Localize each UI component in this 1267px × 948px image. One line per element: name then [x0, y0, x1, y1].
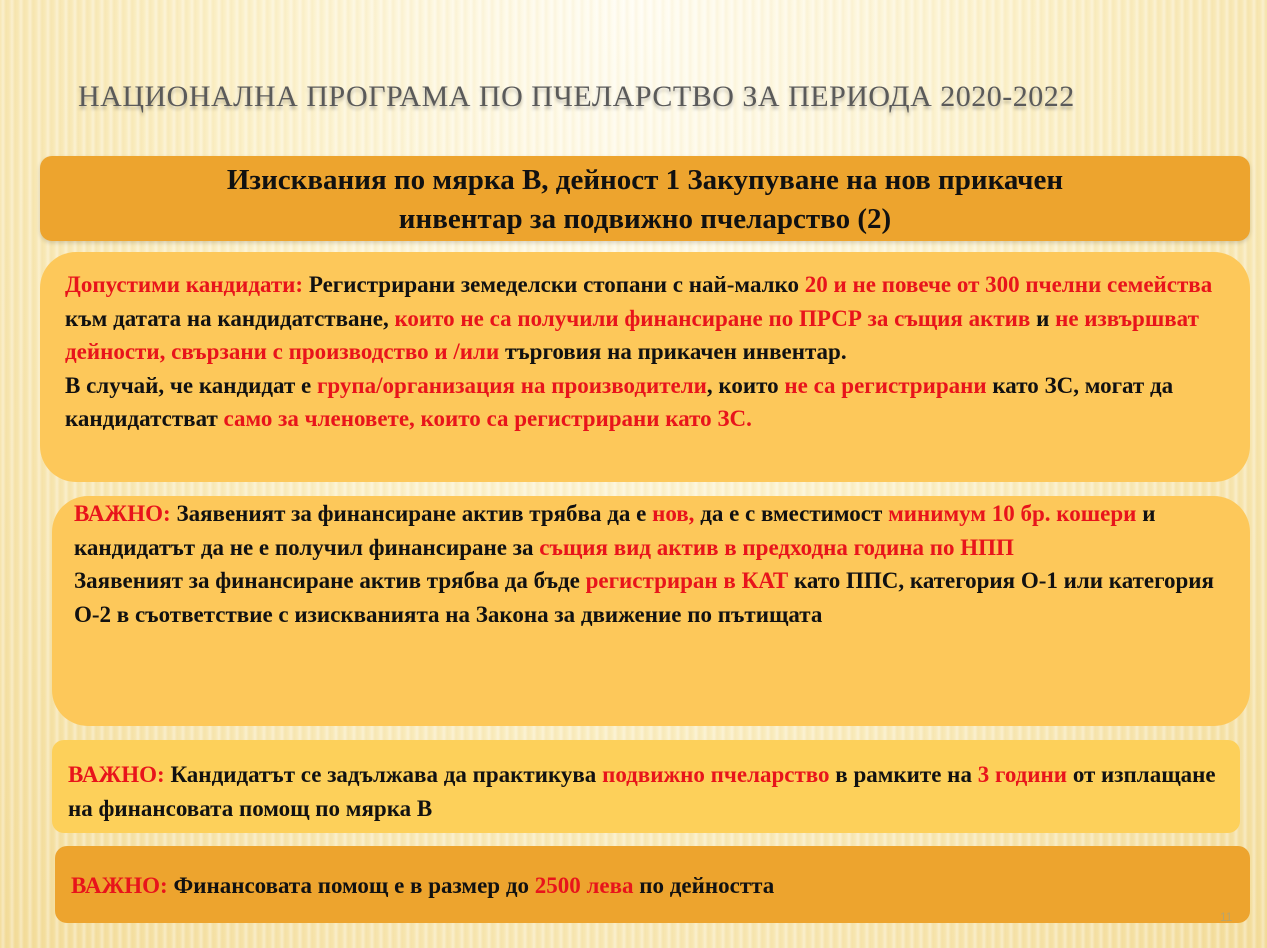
body-text: Кандидатът се задължава да практикува — [164, 762, 603, 787]
highlighted-text: 3 години — [977, 762, 1068, 787]
body-text: , които — [706, 372, 785, 398]
body-text: Финансовата помощ е в размер до — [167, 873, 535, 898]
body-text: да е с вместимост — [694, 501, 889, 526]
highlighted-text: група/организация на производители — [316, 372, 707, 398]
highlighted-text: 20 и не повече от 300 пчелни семейства — [804, 272, 1213, 297]
body-text: и кандидатът да не е получил финансиране за — [74, 501, 1156, 560]
important-obligation-box — [52, 740, 1240, 833]
body-text: като ЗС — [986, 372, 1074, 398]
body-text: като ППС, категория О-1 или категория О-2 в съответствие с изискванията на Закона за движение по пътищата — [74, 568, 1214, 627]
asset-requirements-paragraph — [74, 497, 1230, 564]
obligation-paragraph — [68, 758, 1220, 825]
body-text: по дейността — [633, 873, 775, 898]
body-text: към датата на кандидатстване, — [65, 305, 395, 331]
body-text: и — [1030, 305, 1056, 331]
body-text: търговия на прикачен инвентар. — [499, 339, 847, 364]
highlighted-text: 2500 лева — [534, 873, 634, 898]
slide-title: НАЦИОНАЛНА ПРОГРАМА ПО ПЧЕЛАРСТВО ЗА ПЕРИОДА 2020-2022 — [78, 80, 1075, 113]
highlighted-text: които не са получили финансиране по ПРСР за същия актив — [394, 305, 1031, 331]
highlighted-text: регистриран в КАТ — [585, 568, 789, 593]
highlighted-text: Допустими кандидати: — [65, 272, 304, 297]
body-text: от изплащане на финансовата помощ по мярка В — [68, 762, 1216, 821]
body-text: в рамките на — [829, 762, 978, 787]
producer-group-paragraph — [65, 369, 1220, 436]
requirements-header-line-1: Изисквания по мярка В, дейност 1 Закупуване на нов прикачен — [226, 164, 1064, 196]
highlighted-text: ВАЖНО: — [68, 762, 165, 787]
highlighted-text: не извършват дейности, свързани с производство и /или — [65, 305, 1199, 364]
highlighted-text: нов, — [652, 501, 695, 526]
important-asset-box — [52, 496, 1250, 726]
highlighted-text: същия вид актив в предходна година по НПП — [539, 534, 1014, 560]
body-text: В случай, че кандидат е — [65, 372, 317, 398]
body-text: Регистрирани земеделски стопани с най-малко — [303, 272, 805, 297]
eligible-candidates-paragraph — [65, 268, 1220, 369]
eligible-candidates-box — [40, 252, 1250, 482]
highlighted-text: подвижно пчеларство — [602, 762, 830, 787]
highlighted-text: минимум 10 бр. кошери — [888, 501, 1137, 526]
highlighted-text: ВАЖНО: — [74, 501, 171, 526]
highlighted-text: само за членовете, които са регистрирани като ЗС. — [223, 406, 752, 431]
body-text: Заявеният за финансиране актив трябва да бъде — [74, 568, 586, 593]
highlighted-text: ВАЖНО: — [71, 873, 168, 898]
requirements-header-box — [40, 156, 1250, 241]
amount-paragraph — [71, 869, 1230, 903]
requirements-header-line-2: инвентар за подвижно пчеларство (2) — [398, 203, 892, 235]
page-number: 11 — [1220, 910, 1233, 924]
body-text: , могат да кандидатстват — [65, 372, 1174, 431]
important-amount-box — [55, 846, 1250, 923]
body-text: Заявеният за финансиране актив трябва да е — [170, 501, 653, 526]
asset-registration-paragraph — [74, 564, 1230, 631]
highlighted-text: не са регистрирани — [784, 372, 987, 398]
